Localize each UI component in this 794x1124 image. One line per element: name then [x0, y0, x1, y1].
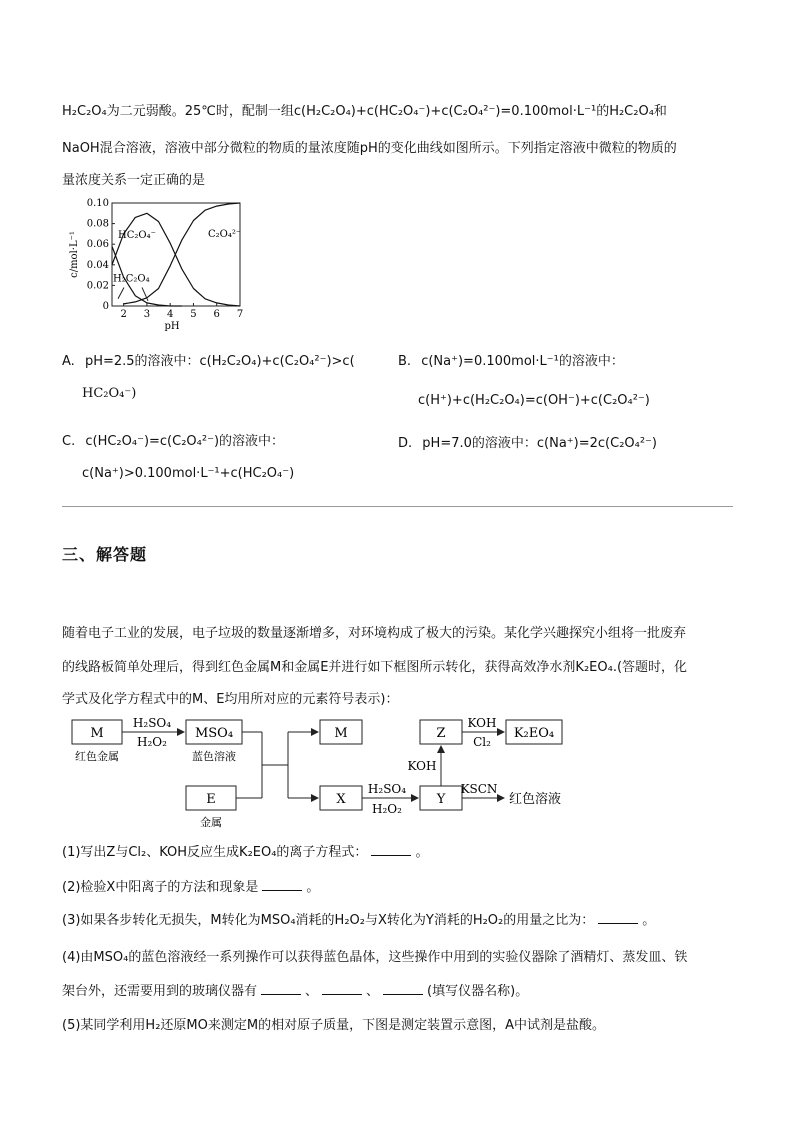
option-a-text2: HC₂O₄⁻): [82, 386, 137, 401]
option-d-label: D.: [398, 436, 413, 451]
question-2: [62, 876, 319, 895]
problem1-line1: H₂C₂O₄为二元弱酸。25℃时，配制一组c(H₂C₂O₄)+c(HC₂O₄⁻)+c(C₂O₄²⁻)=0.100mol·L⁻¹的H₂C₂O₄和: [62, 104, 667, 119]
section-heading: 三、解答题: [62, 545, 148, 564]
label-h2c2o4: H₂C₂O₄: [113, 273, 150, 285]
option-c-text1: c(HC₂O₄⁻)=c(C₂O₄²⁻)的溶液中：: [85, 434, 285, 449]
answer-blank-2[interactable]: [262, 880, 302, 891]
x-axis-label: pH: [164, 321, 180, 332]
option-b-text2: c(H⁺)+c(H₂C₂O₄)=c(OH⁻)+c(C₂O₄²⁻): [418, 393, 650, 408]
reagent-koh-up: KOH: [407, 759, 437, 773]
box-mso4-text: MSO₄: [194, 726, 234, 741]
question-4-text: 架台外，还需要用到的玻璃仪器有: [62, 984, 258, 999]
option-b-label: B.: [398, 354, 412, 369]
question-4-sep1: 、: [305, 984, 319, 999]
problem1-line2: NaOH混合溶液，溶液中部分微粒的物质的量浓度随pH的变化曲线如图所示。下列指定溶液中微粒的物质的: [62, 141, 677, 156]
answer-blank-4b[interactable]: [322, 984, 362, 995]
reagent-kscn: KSCN: [460, 782, 498, 796]
question-3: [62, 909, 655, 928]
x-tick-label: 6: [213, 309, 220, 320]
question-2-text: (2)检验X中阳离子的方法和现象是: [62, 880, 259, 895]
x-tick-label: 7: [236, 309, 244, 320]
problem2-intro1: 随着电子工业的发展，电子垃圾的数量逐渐增多，对环境构成了极大的污染。某化学兴趣探究小组将一批废弃: [62, 626, 687, 641]
question-4-end: (填写仪器名称)。: [427, 984, 529, 999]
problem2-intro3: 学式及化学方程式中的M、E均用所对应的元素符号表示)：: [62, 692, 399, 707]
box-y-text: Y: [436, 792, 446, 807]
y-tick-label: 0: [102, 301, 109, 312]
box-m-text: M: [90, 726, 104, 741]
speciation-chart: [62, 193, 252, 335]
label-hc2o4: HC₂O₄⁻: [118, 230, 156, 242]
y-tick-label: 0.02: [86, 280, 109, 292]
question-3-text: (3)如果各步转化无损失，M转化为MSO₄消耗的H₂O₂与X转化为Y消耗的H₂O₂的用量之比为：: [62, 913, 595, 928]
question-4-line2: [62, 980, 528, 999]
y-tick-label: 0.06: [86, 239, 109, 251]
answer-blank-1[interactable]: [371, 845, 411, 856]
reagent2-bottom: H₂O₂: [372, 802, 402, 816]
question-1: [62, 841, 428, 860]
reagent2-top: H₂SO₄: [367, 782, 407, 796]
x-tick-label: 3: [143, 309, 151, 320]
option-b-text1: c(Na⁺)=0.100mol·L⁻¹的溶液中：: [421, 354, 624, 369]
problem2-intro2: 的线路板简单处理后，得到红色金属M和金属E并进行如下框图所示转化，获得高效净水剂K₂EO₄.(答题时，化: [62, 660, 688, 675]
y-axis-label: c/mol·L⁻¹: [69, 231, 80, 278]
x-tick-label: 2: [120, 309, 127, 320]
question-5: (5)某同学利用H₂还原MO来测定M的相对原子质量，下图是测定装置示意图，A中试剂是盐酸。: [62, 1018, 605, 1033]
red-solution-text: 红色溶液: [509, 792, 562, 807]
reagent1-top: H₂SO₄: [132, 716, 172, 730]
series-line-1: [112, 213, 240, 306]
option-c-label: C.: [62, 434, 76, 449]
section-divider: [62, 506, 733, 507]
option-b[interactable]: [398, 350, 624, 369]
x-tick-label: 4: [166, 309, 174, 320]
option-d[interactable]: [398, 432, 657, 451]
box-x-text: X: [336, 792, 346, 807]
option-a-text1: pH=2.5的溶液中：c(H₂C₂O₄)+c(C₂O₄²⁻)>c(: [84, 354, 355, 369]
reagent3-bottom: Cl₂: [473, 735, 491, 749]
box-e-text: E: [206, 792, 216, 807]
question-1-end: 。: [415, 845, 429, 860]
label-h2c2o4-pointer: [118, 287, 124, 298]
answer-blank-4c[interactable]: [383, 984, 423, 995]
answer-blank-3[interactable]: [598, 913, 638, 924]
y-tick-label: 0.04: [86, 259, 109, 271]
y-tick-label: 0.10: [86, 198, 109, 209]
label-c2o4: C₂O₄²⁻: [208, 228, 242, 240]
box-m-note: 红色金属: [75, 750, 119, 763]
option-c[interactable]: [62, 430, 284, 449]
box-mso4-note: 蓝色溶液: [192, 750, 236, 763]
option-a-label: A.: [62, 354, 75, 369]
y-tick-label: 0.08: [86, 218, 109, 230]
option-c-text2: c(Na⁺)>0.100mol·L⁻¹+c(HC₂O₄⁻): [82, 466, 295, 481]
question-4-line1: (4)由MSO₄的蓝色溶液经一系列操作可以获得蓝色晶体，这些操作中用到的实验仪器除了酒精灯、蒸发皿、铁: [62, 950, 688, 965]
chart-frame: [112, 203, 240, 306]
answer-blank-4a[interactable]: [261, 984, 301, 995]
reagent3-top: KOH: [467, 716, 497, 730]
x-tick-label: 5: [190, 309, 197, 320]
problem1-line3: 量浓度关系一定正确的是: [62, 173, 206, 188]
question-3-end: 。: [642, 913, 656, 928]
box-z-text: Z: [436, 726, 446, 741]
option-d-text1: pH=7.0的溶液中：c(Na⁺)=2c(C₂O₄²⁻): [422, 436, 657, 451]
flow-diagram: [62, 712, 602, 832]
question-1-text: (1)写出Z与Cl₂、KOH反应生成K₂EO₄的离子方程式：: [62, 845, 368, 860]
question-2-end: 。: [306, 880, 320, 895]
reagent1-bottom: H₂O₂: [137, 735, 167, 749]
box-k2eo4-text: K₂EO₄: [513, 726, 555, 741]
option-a[interactable]: [62, 350, 355, 369]
box-e-note: 金属: [200, 816, 222, 829]
series-line-2: [124, 203, 240, 304]
question-4-sep2: 、: [366, 984, 380, 999]
box-m-out-text: M: [334, 726, 348, 741]
